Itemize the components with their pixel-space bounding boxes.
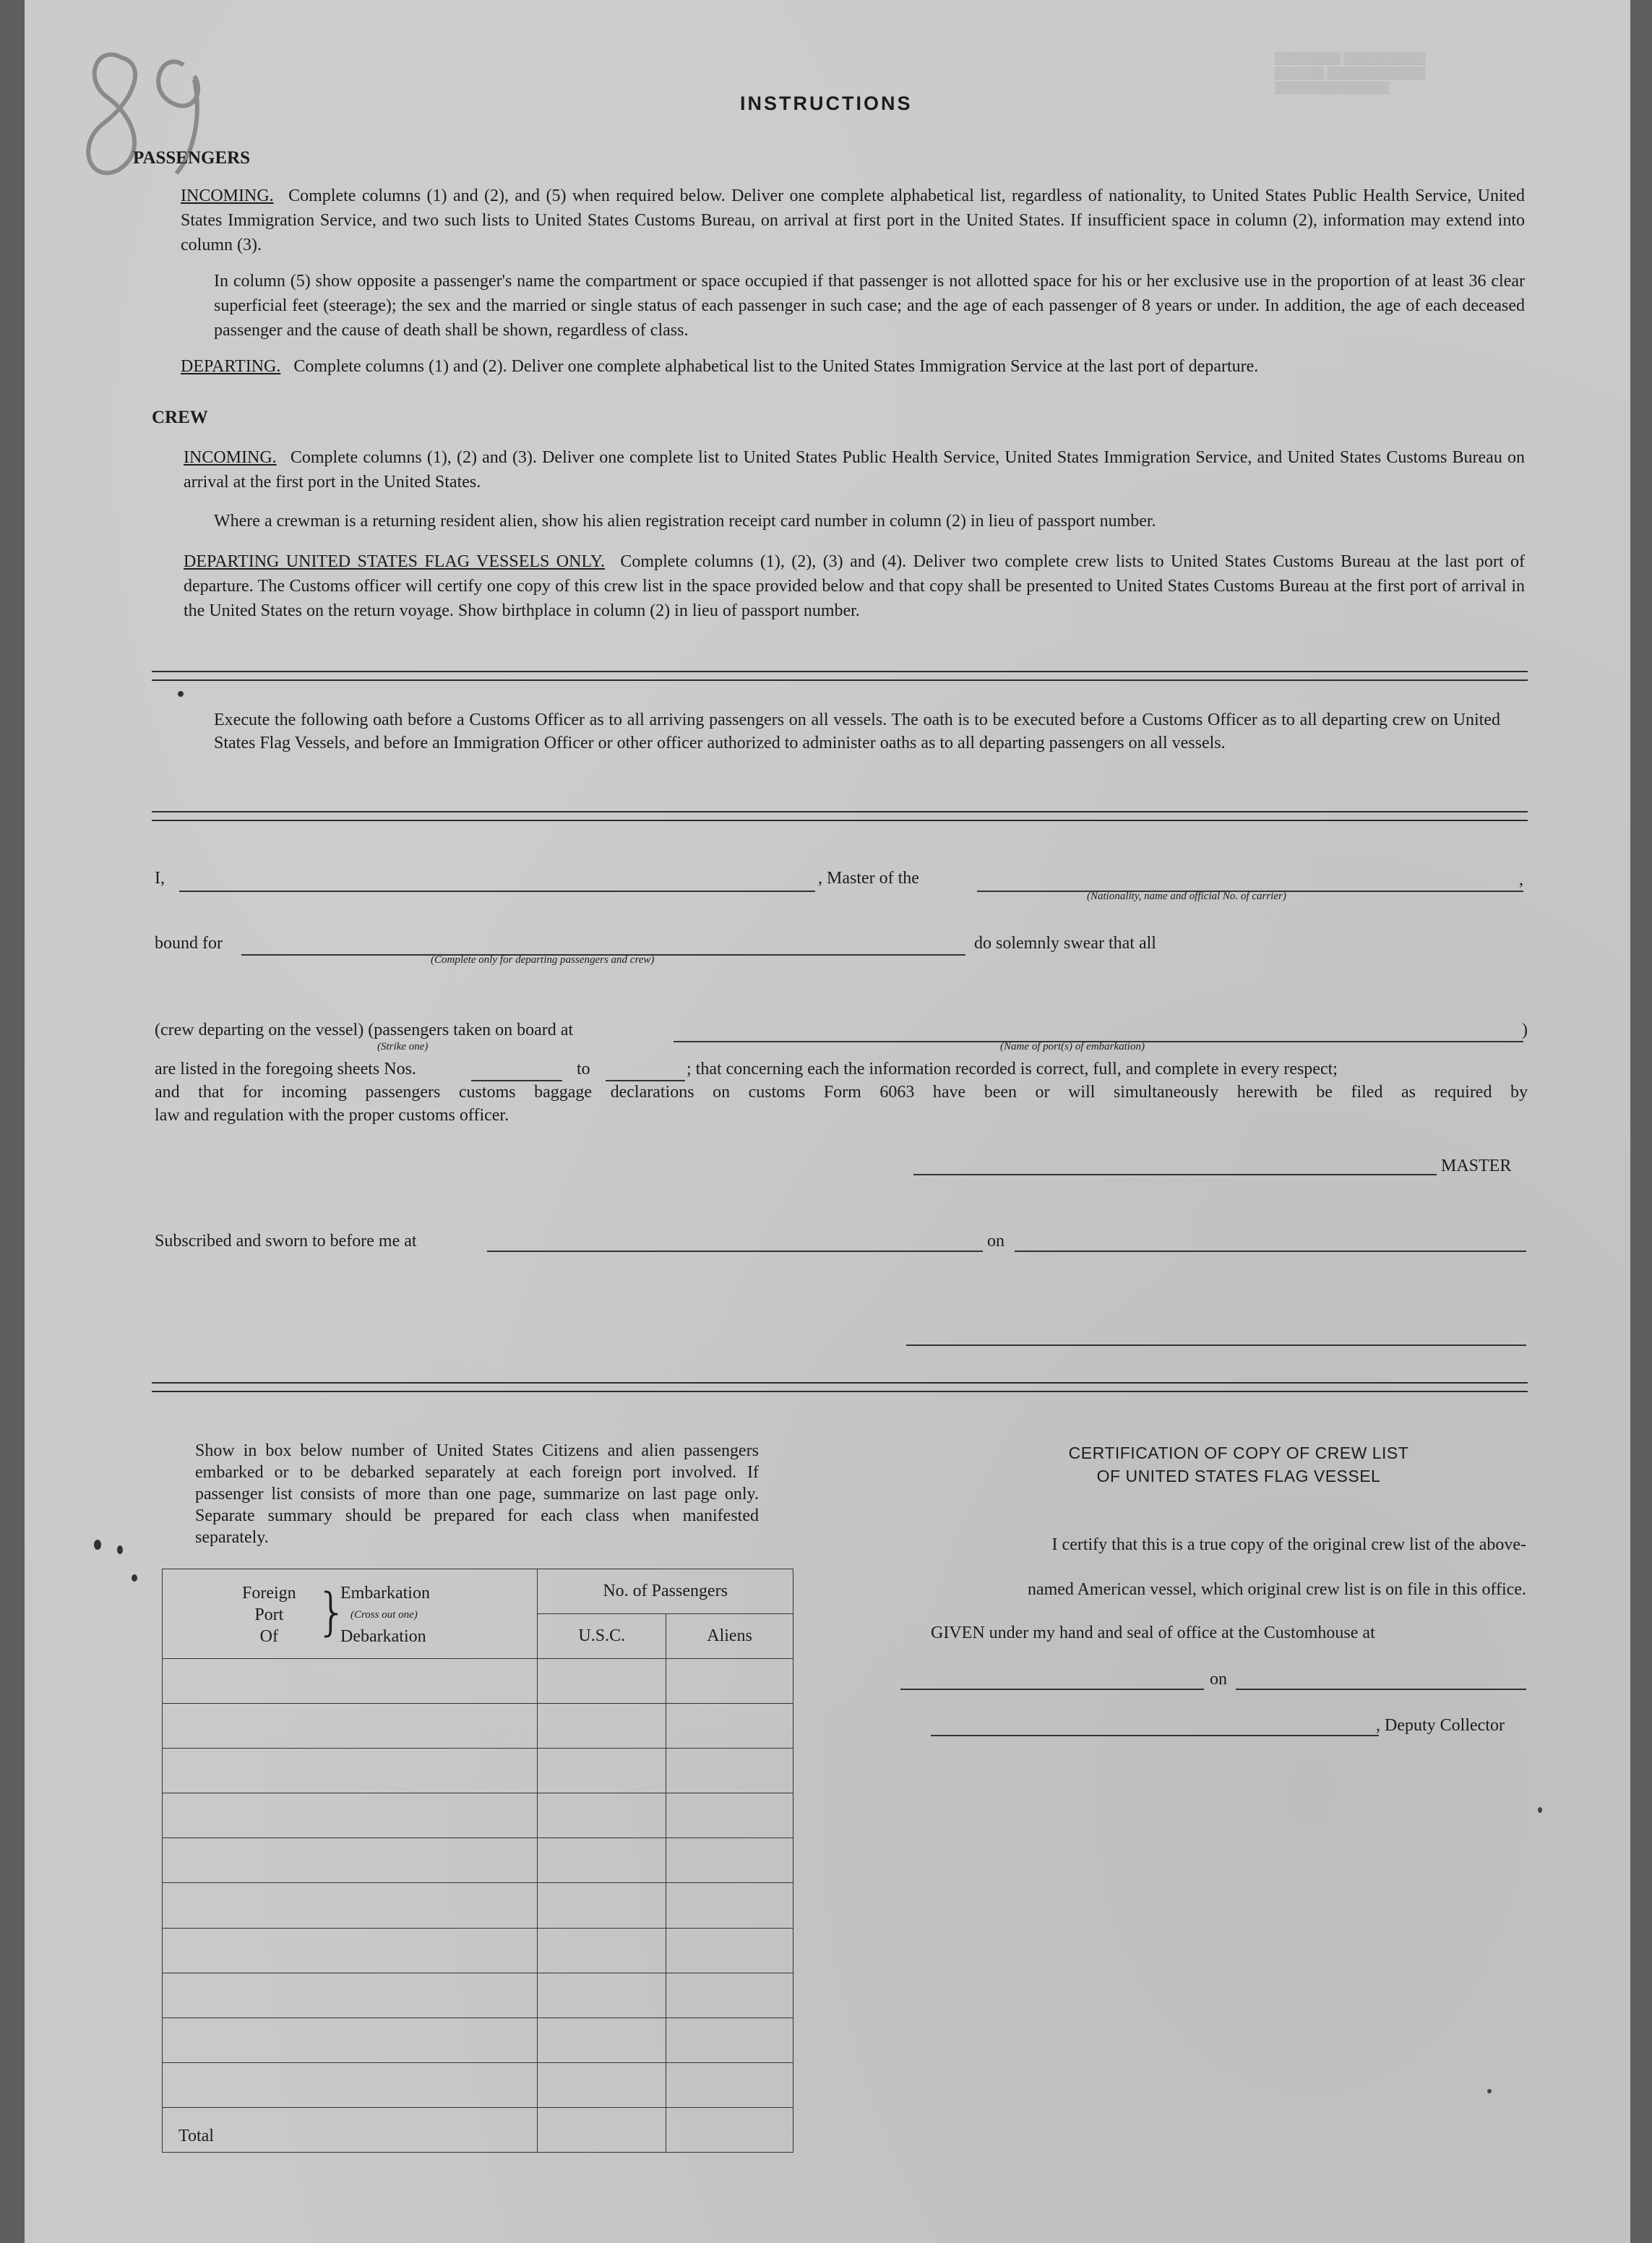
table-row <box>163 1749 793 1793</box>
ink-speck <box>178 691 184 697</box>
table-row <box>163 1973 793 2017</box>
port-cell[interactable] <box>163 1928 538 1973</box>
summary-intro: Show in box below number of United States Citizens and alien passengers embarked or to be debarked separately at each foreign port involved. If passenger list consists of more than one page, summarize on last page only. Separate summary should be prepared for each class when manifested separately. <box>195 1441 759 1547</box>
sworn-on-label: on <box>987 1232 1004 1251</box>
cert-on-label: on <box>1210 1670 1227 1689</box>
ink-speck <box>117 1545 123 1554</box>
aliens-cell[interactable] <box>666 1659 793 1704</box>
header-port-cell <box>163 1569 538 1659</box>
crew-departing-paragraph <box>184 549 1525 623</box>
crew-incoming-label: INCOMING. <box>184 448 277 467</box>
passengers-column5-paragraph: In column (5) show opposite a passenger's name the compartment or space occupied if that passenger is not allotted space for his or her exclusive use in the proportion of at least 36 clear superficial feet (steerage); the sex and the married or single status of each passenger in such case; and the age of each passenger of 8 years or under. In addition, the age of each deceased passenger and the cause of death shall be shown, regardless of class. <box>214 272 1525 340</box>
divider-rule <box>152 820 1528 821</box>
table-row <box>163 1928 793 1973</box>
usc-cell[interactable] <box>538 1704 666 1749</box>
aliens-cell[interactable] <box>666 1704 793 1749</box>
bound-for-caption: (Complete only for departing passengers and crew) <box>431 954 655 966</box>
table-row <box>163 2062 793 2107</box>
port-cell[interactable] <box>163 1793 538 1838</box>
table-row <box>163 2017 793 2062</box>
crew-incoming-paragraph <box>184 445 1525 494</box>
ink-speck <box>132 1574 137 1582</box>
sheets-prefix: are listed in the foregoing sheets Nos. <box>155 1060 416 1078</box>
crew-resident-paragraph: Where a crewman is a returning resident alien, show his alien registration receipt card number in column (2) in lieu of passport number. <box>214 512 1156 531</box>
sheet-from-field[interactable] <box>471 1080 562 1081</box>
port-cell[interactable] <box>163 1749 538 1793</box>
ink-speck <box>94 1540 101 1550</box>
oath-master-of-label: , Master of the <box>818 869 919 888</box>
certification-title <box>971 1441 1506 1488</box>
aliens-cell[interactable] <box>666 2017 793 2062</box>
divider-rule <box>152 671 1528 672</box>
passengers-departing-text: Complete columns (1) and (2). Deliver one complete alphabetical list to the United States Immigration Service at the last port of departure. <box>293 357 1259 376</box>
usc-cell[interactable] <box>538 1973 666 2017</box>
sheet-to-field[interactable] <box>606 1080 685 1081</box>
oath-comma: , <box>1519 870 1523 889</box>
oath-intro-paragraph: Execute the following oath before a Customs Officer as to all arriving passengers on all vessels. The oath is to be executed before a Customs Officer as to all departing crew on United States Flag Vessels, and before an Immigration Officer or other officer authorized to administer oaths as to all departing passengers on all vessels. <box>214 711 1500 752</box>
cert-title-line1: CERTIFICATION OF COPY OF CREW LIST <box>1068 1444 1409 1462</box>
crew-departing-text: Complete columns (1), (2), (3) and (4). Deliver two complete crew lists to United States Customs Bureau at the last port of departure. The Customs officer will certify one copy of this crew list in the space provided below and that copy shall be presented to United States Customs Bureau at the first port of arrival in the United States on the return voyage. Show birthplace in column (2) in lieu of passport number. <box>184 552 1526 620</box>
usc-cell[interactable] <box>538 1928 666 1973</box>
hdr-num: No. of Passengers <box>538 1569 793 1614</box>
port-cell[interactable] <box>163 2062 538 2107</box>
table-row <box>163 1838 793 1883</box>
sheets-to-label: to <box>577 1060 590 1078</box>
close-paren: ) <box>1522 1021 1528 1039</box>
aliens-cell[interactable] <box>666 1928 793 1973</box>
aliens-cell[interactable] <box>666 2062 793 2107</box>
hdr-debark: Debarkation <box>340 1626 426 1646</box>
total-row <box>163 2107 793 2152</box>
table-row <box>163 1883 793 1928</box>
crew-incoming-text: Complete columns (1), (2) and (3). Deliver one complete list to United States Public Health Service, United States Immigration Service, and United States Customs Bureau on arrival at the first port in the United States. <box>184 448 1526 492</box>
port-cell[interactable] <box>163 2017 538 2062</box>
usc-cell[interactable] <box>538 1793 666 1838</box>
crew-heading: CREW <box>152 408 208 427</box>
ports-caption: (Name of port(s) of embarkation) <box>1000 1041 1145 1052</box>
port-cell[interactable] <box>163 1883 538 1928</box>
usc-cell[interactable] <box>538 1838 666 1883</box>
crew-departing-label: (crew departing on the vessel) (passengers taken on board at <box>155 1021 574 1039</box>
ink-speck <box>1487 2089 1492 2093</box>
divider-rule <box>152 679 1528 681</box>
master-label: MASTER <box>1441 1157 1512 1175</box>
brace-icon: } <box>316 1582 348 1642</box>
usc-cell[interactable] <box>538 2062 666 2107</box>
cert-place-field[interactable] <box>900 1689 1204 1690</box>
aliens-cell[interactable] <box>666 1883 793 1928</box>
usc-cell[interactable] <box>538 1659 666 1704</box>
cert-text3: GIVEN under my hand and seal of office at the Customhouse at <box>931 1624 1375 1642</box>
hdr-foreign: Foreign <box>242 1583 296 1603</box>
port-cell[interactable] <box>163 1659 538 1704</box>
officer-signature-field[interactable] <box>906 1344 1526 1346</box>
passengers-departing-paragraph <box>181 354 1525 379</box>
aliens-cell[interactable] <box>666 1838 793 1883</box>
table-row <box>163 1659 793 1704</box>
bound-for-label: bound for <box>155 934 223 953</box>
table-row <box>163 1793 793 1838</box>
usc-cell[interactable] <box>538 2017 666 2062</box>
passengers-heading: PASSENGERS <box>133 148 251 168</box>
master-name-field[interactable] <box>179 891 815 892</box>
deputy-collector-label: , Deputy Collector <box>1376 1716 1505 1735</box>
hdr-port: Port <box>254 1605 284 1624</box>
port-cell[interactable] <box>163 1838 538 1883</box>
port-cell[interactable] <box>163 1704 538 1749</box>
usc-cell[interactable] <box>538 1749 666 1793</box>
hdr-aliens: Aliens <box>666 1614 793 1659</box>
passengers-incoming-label: INCOMING. <box>181 186 274 205</box>
deputy-signature-field[interactable] <box>931 1735 1379 1736</box>
hdr-of: Of <box>259 1626 278 1646</box>
ink-speck <box>1538 1807 1542 1813</box>
cert-text2: named American vessel, which original crew list is on file in this office. <box>1027 1580 1526 1599</box>
carrier-caption: (Nationality, name and official No. of carrier) <box>1087 891 1286 902</box>
cert-text1: I certify that this is a true copy of the original crew list of the above- <box>1051 1535 1526 1554</box>
passenger-summary-table <box>162 1569 793 2153</box>
swear-label: do solemnly swear that all <box>974 934 1156 953</box>
form-page <box>25 0 1630 2243</box>
usc-total-cell[interactable] <box>538 2107 666 2152</box>
master-signature-field[interactable] <box>913 1174 1437 1175</box>
usc-cell[interactable] <box>538 1883 666 1928</box>
sheets-rest: ; that concerning each the information recorded is correct, full, and complete in every respect; <box>687 1060 1338 1078</box>
passengers-incoming-paragraph <box>181 184 1525 257</box>
page-title: INSTRUCTIONS <box>740 93 913 114</box>
table-row <box>163 1704 793 1749</box>
cert-title-line2: OF UNITED STATES FLAG VESSEL <box>1096 1467 1381 1485</box>
aliens-cell[interactable] <box>666 1973 793 2017</box>
port-cell[interactable] <box>163 1973 538 2017</box>
aliens-total-cell[interactable] <box>666 2107 793 2152</box>
bleedthrough-text: ▒▒▒▒▒▒▒▒ ▒▒▒▒▒▒▒▒▒▒ ▒▒▒▒▒▒ ▒▒▒▒▒▒▒▒▒▒▒▒ ▒▒▒▒▒▒▒▒▒▒▒▒▒▒ <box>1275 53 1426 94</box>
divider-rule <box>152 1382 1528 1384</box>
sworn-date-field[interactable] <box>1015 1251 1526 1252</box>
passengers-departing-label: DEPARTING. <box>181 357 281 376</box>
hdr-usc: U.S.C. <box>538 1614 666 1659</box>
sworn-place-field[interactable] <box>487 1251 983 1252</box>
divider-rule <box>152 1391 1528 1392</box>
total-label: Total <box>163 2107 538 2152</box>
oath-line2: and that for incoming passengers customs baggage declarations on customs Form 6063 have been or will simultaneously herewith be filed as required by <box>155 1083 1528 1102</box>
strike-caption: (Strike one) <box>377 1041 429 1052</box>
hdr-embark: Embarkation <box>340 1583 430 1603</box>
aliens-cell[interactable] <box>666 1793 793 1838</box>
cert-date-field[interactable] <box>1236 1689 1526 1690</box>
crew-departing-label: DEPARTING UNITED STATES FLAG VESSELS ONLY. <box>184 552 605 571</box>
hdr-cross: (Cross out one) <box>350 1608 418 1621</box>
divider-rule <box>152 811 1528 812</box>
oath-line3: law and regulation with the proper customs officer. <box>155 1106 509 1125</box>
passengers-incoming-text: Complete columns (1) and (2), and (5) when required below. Deliver one complete alphabetical list, regardless of nationality, to United States Public Health Service, United States Immigration Service, and two such lists to United States Customs Bureau, on arrival at first port in the United States. If insufficient space in column (2), information may extend into column (3). <box>181 186 1526 254</box>
subscribed-label: Subscribed and sworn to before me at <box>155 1232 417 1251</box>
oath-i-label: I, <box>155 869 165 888</box>
aliens-cell[interactable] <box>666 1749 793 1793</box>
